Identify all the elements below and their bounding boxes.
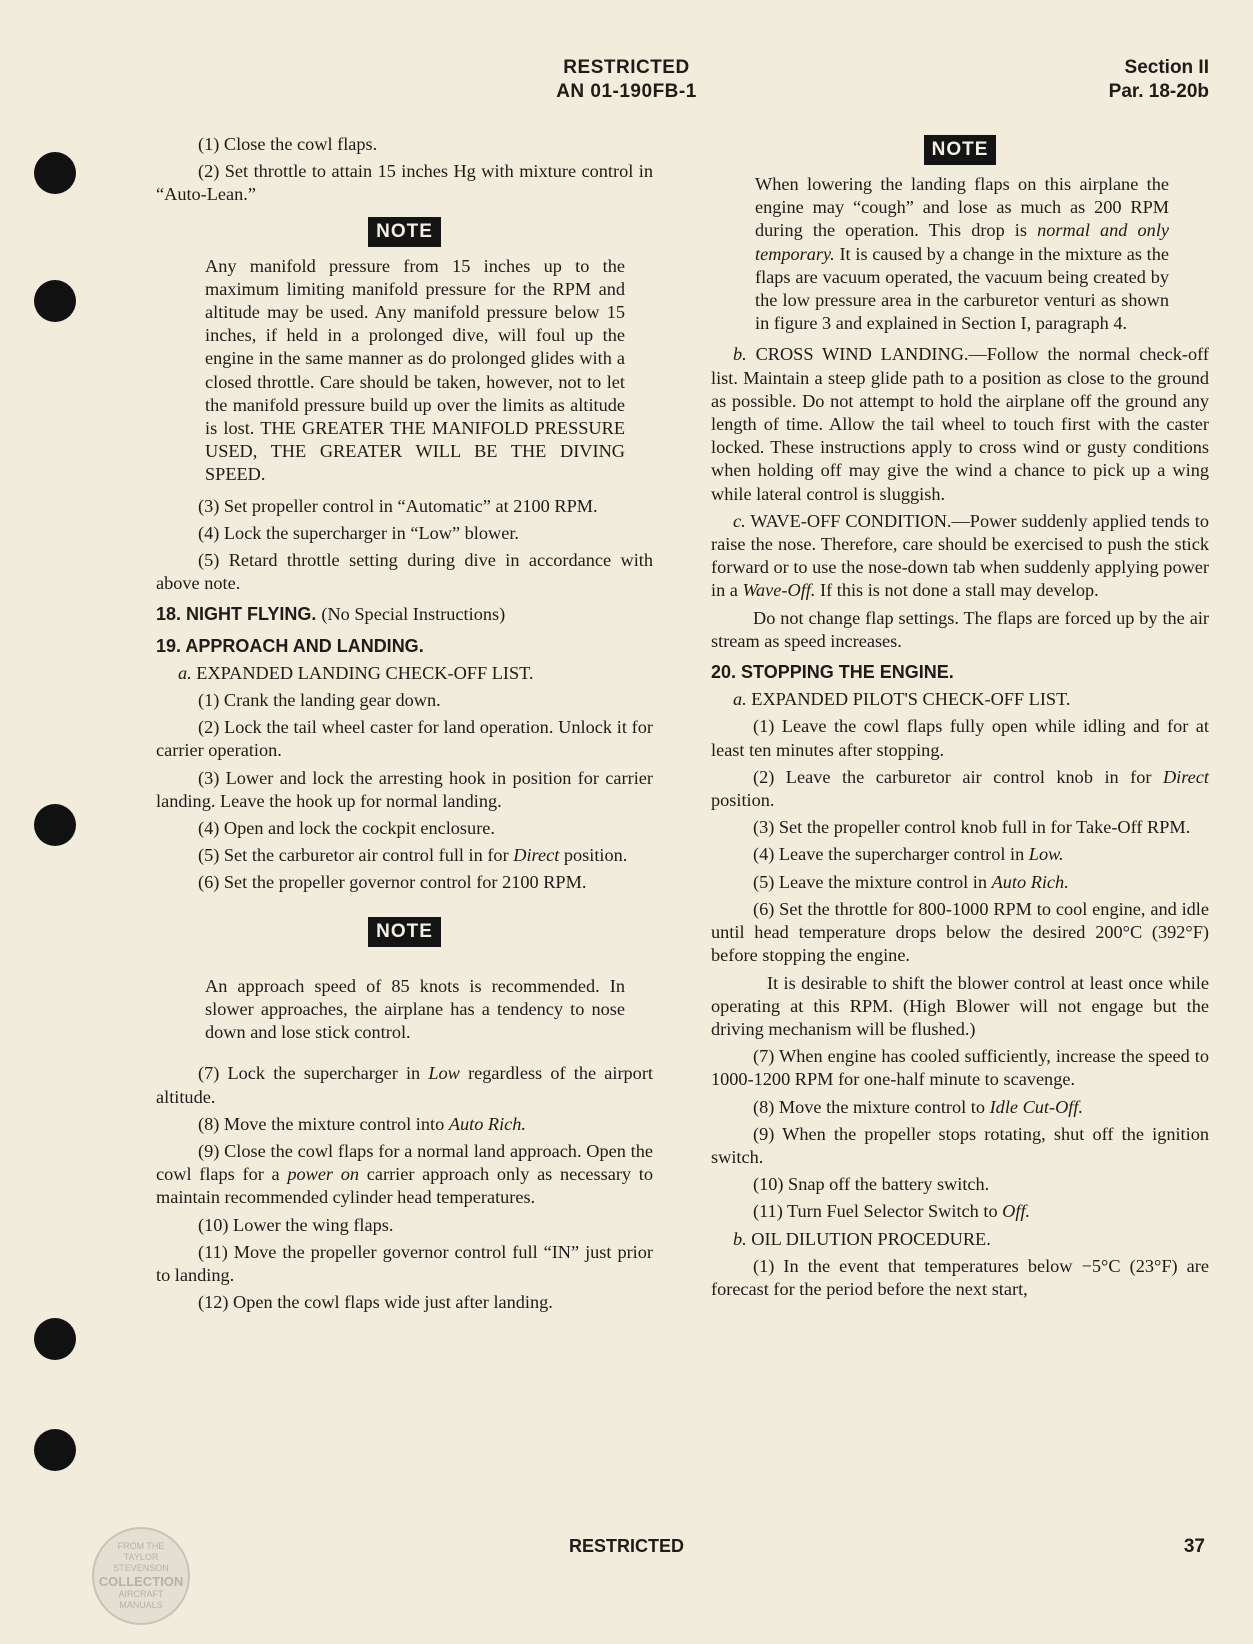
- heading-night-flying: 18. NIGHT FLYING. (No Special Instructions): [156, 604, 506, 625]
- stop-step-4: (4) Leave the supercharger control in Low.: [753, 844, 1064, 865]
- cross-wind-landing: b. CROSS WIND LANDING.—Follow the normal check-off list. Maintain a steep glide path to a position as close to the ground as possible. Do not attempt to hold the airplane off the ground any length of time. Allow the tail wheel to touch first with the caster locked. These instructions apply to cross wind or gusty conditions when holding off may give the wind a chance to pick up a wing while lateral control is sluggish.: [711, 344, 1209, 504]
- landing-step-6: (6) Set the propeller governor control for 2100 RPM.: [198, 872, 587, 893]
- stop-step-6: (6) Set the throttle for 800-1000 RPM to cool engine, and idle until head temperature drops below the desired 200°C (392°F) before stopping the engine.: [711, 898, 1209, 966]
- note-label: NOTE: [156, 217, 653, 247]
- subheading-oil-dilution: b. OIL DILUTION PROCEDURE.: [733, 1228, 991, 1249]
- stop-step-10: (10) Snap off the battery switch.: [753, 1174, 990, 1195]
- header-doc-number: AN 01-190FB-1: [556, 81, 697, 102]
- oil-dilution-step-1: (1) In the event that temperatures below −5°C (23°F) are forecast for the period before the next start,: [711, 1255, 1209, 1299]
- landing-step-12: (12) Open the cowl flaps wide just after landing.: [198, 1292, 553, 1313]
- header-section-ref: [1109, 56, 1209, 104]
- heading-approach-landing: 19. APPROACH AND LANDING.: [156, 635, 424, 656]
- step-lock-supercharger: (4) Lock the supercharger in “Low” blower.: [198, 522, 519, 543]
- left-column: [156, 133, 653, 1318]
- subheading-pilot-checkoff: a. EXPANDED PILOT'S CHECK-OFF LIST.: [733, 689, 1071, 710]
- landing-step-7: (7) Lock the supercharger in Low regardless of the airport altitude.: [156, 1063, 653, 1107]
- stop-step-3: (3) Set the propeller control knob full in for Take-Off RPM.: [753, 817, 1191, 838]
- note-manifold-pressure: Any manifold pressure from 15 inches up to the maximum limiting manifold pressure for the RPM and altitude may be used. Any manifold pressure below 15 inches, if held in a prolonged dive, will foul up the engine in the same manner as do prolonged glides with a closed throttle. Care should be taken, however, not to let the manifold pressure build up over the limits as altitude is lost. THE GREATER THE MANIFOLD PRESSURE USED, THE GREATER WILL BE THE DIVING SPEED.: [205, 255, 625, 485]
- landing-step-11: (11) Move the propeller governor control full “IN” just prior to landing.: [156, 1241, 653, 1285]
- page-header: [0, 56, 1253, 104]
- note-approach-speed: An approach speed of 85 knots is recommended. In slower approaches, the airplane has a tendency to nose down and lose stick control.: [205, 975, 625, 1043]
- note-label: NOTE: [711, 135, 1209, 165]
- landing-step-3: (3) Lower and lock the arresting hook in position for carrier landing. Leave the hook up for normal landing.: [156, 767, 653, 811]
- landing-step-1: (1) Crank the landing gear down.: [198, 690, 441, 711]
- stop-step-5: (5) Leave the mixture control in Auto Rich.: [753, 871, 1069, 892]
- stop-step-7: (7) When engine has cooled sufficiently, increase the speed to 1000-1200 RPM for one-half minute to scavenge.: [711, 1046, 1209, 1090]
- subheading-landing-checkoff: a. EXPANDED LANDING CHECK-OFF LIST.: [178, 662, 534, 683]
- note-landing-flaps: When lowering the landing flaps on this airplane the engine may “cough” and lose as much as 200 RPM during the operation. This drop is normal and only temporary. It is caused by a change in the mixture as the flaps are vacuum operated, the vacuum being created by the low pressure area in the carburetor venturi as shown in figure 3 and explained in Section I, paragraph 4.: [755, 174, 1170, 334]
- collection-stamp: FROM THE TAYLOR STEVENSON COLLECTION AIRCRAFT MANUALS: [92, 1527, 190, 1625]
- binder-hole-3: [34, 804, 76, 846]
- step-propeller-automatic: (3) Set propeller control in “Automatic” at 2100 RPM.: [198, 495, 598, 516]
- flap-settings-note: Do not change flap settings. The flaps are forced up by the air stream as speed increases.: [711, 607, 1209, 651]
- header-classification: RESTRICTED: [563, 57, 690, 78]
- binder-hole-1: [34, 152, 76, 194]
- step-close-cowl: (1) Close the cowl flaps.: [198, 134, 378, 154]
- stop-step-8: (8) Move the mixture control to Idle Cut-Off.: [753, 1096, 1084, 1117]
- landing-step-5: (5) Set the carburetor air control full in for Direct position.: [198, 845, 628, 866]
- landing-step-9: (9) Close the cowl flaps for a normal land approach. Open the cowl flaps for a power on carrier approach only as necessary to maintain recommended cylinder head temperatures.: [156, 1140, 653, 1208]
- page-number: 37: [1183, 1536, 1205, 1557]
- stop-step-11: (11) Turn Fuel Selector Switch to Off.: [753, 1201, 1031, 1222]
- landing-step-4: (4) Open and lock the cockpit enclosure.: [198, 818, 495, 839]
- note-label: NOTE: [156, 917, 653, 947]
- stop-step-2: (2) Leave the carburetor air control knob in for Direct position.: [711, 766, 1209, 811]
- binder-hole-5: [34, 1429, 76, 1471]
- heading-stopping-engine: 20. STOPPING THE ENGINE.: [711, 662, 954, 683]
- binder-hole-4: [34, 1318, 76, 1360]
- step-set-throttle: (2) Set throttle to attain 15 inches Hg with mixture control in “Auto-Lean.”: [156, 161, 653, 205]
- footer-classification: RESTRICTED: [568, 1536, 684, 1556]
- binder-hole-2: [34, 280, 76, 322]
- landing-step-2: (2) Lock the tail wheel caster for land operation. Unlock it for carrier operation.: [156, 717, 653, 761]
- landing-step-10: (10) Lower the wing flaps.: [198, 1214, 394, 1235]
- header-paragraphs: Par. 18-20b: [1108, 81, 1209, 102]
- step-retard-throttle: (5) Retard throttle setting during dive in accordance with above note.: [156, 550, 653, 594]
- stop-step-1: (1) Leave the cowl flaps fully open while idling and for at least ten minutes after stopping.: [711, 716, 1209, 760]
- right-column: [711, 133, 1209, 1305]
- wave-off-condition: c. WAVE-OFF CONDITION.—Power suddenly applied tends to raise the nose. Therefore, care should be exercised to push the stick forward or to use the nose-down tab when suddenly applying power in a Wave-Off. If this is not done a stall may develop.: [711, 510, 1210, 601]
- landing-step-8: (8) Move the mixture control into Auto Rich.: [198, 1113, 526, 1134]
- header-section: Section II: [1124, 57, 1209, 78]
- stop-step-9: (9) When the propeller stops rotating, shut off the ignition switch.: [711, 1123, 1209, 1167]
- blower-control-note: It is desirable to shift the blower control at least once while operating at this RPM. (High Blower will not engage but the driving mechanism will be flushed.): [711, 972, 1209, 1039]
